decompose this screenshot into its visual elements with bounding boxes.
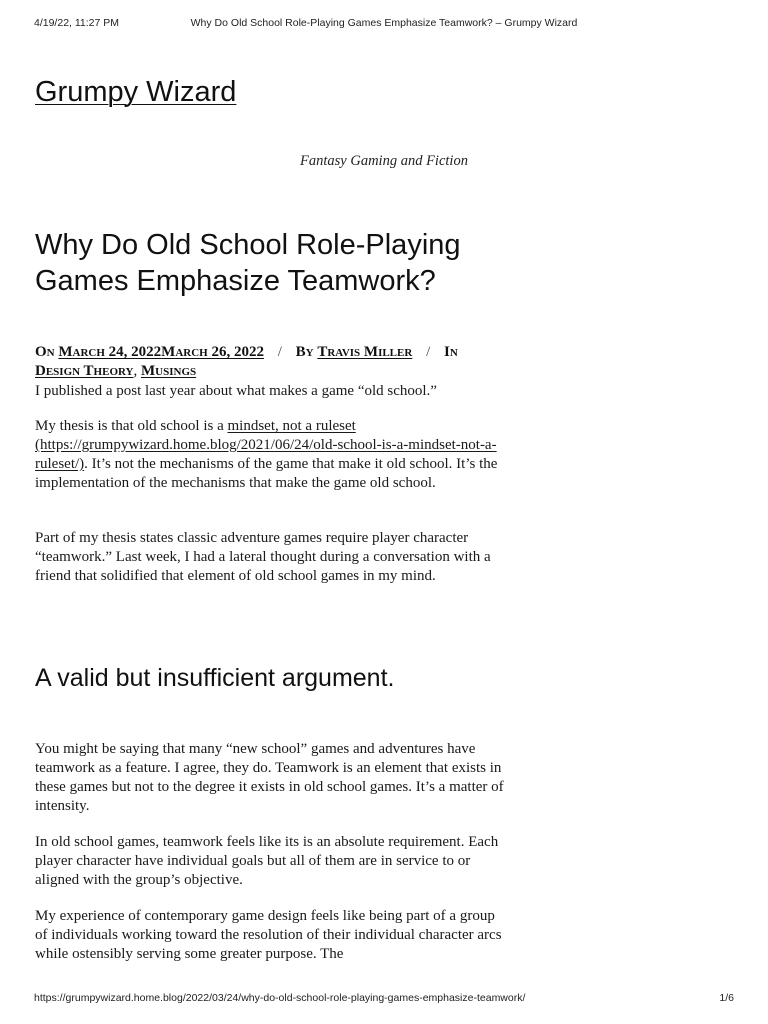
post-meta	[35, 343, 505, 381]
post-title: Why Do Old School Role-Playing Games Emphasize Teamwork?	[35, 229, 461, 297]
print-page-title: Why Do Old School Role-Playing Games Emphasize Teamwork? – Grumpy Wizard	[190, 17, 578, 29]
paragraph-text-start: My thesis is that old school is a	[35, 418, 228, 434]
by-label: By	[295, 344, 314, 360]
print-url: https://grumpywizard.home.blog/2022/03/24/why-do-old-school-role-playing-games-emphasize-teamwork/	[34, 992, 526, 1004]
paragraph-text-end: . It’s not the mechanisms of the game that make it old school. It’s the implementation of the mechanisms that make the game old school.	[35, 456, 498, 491]
paragraph-text: You might be saying that many “new school” games and adventures have teamwork as a feature. I agree, they do. Teamwork is an element that exists in these games but not to the degree it exists in old school games. It’s a matter of intensity.	[35, 741, 504, 814]
paragraph-5	[35, 833, 510, 890]
link-text: mindset, not a ruleset	[227, 418, 356, 434]
date-published: March 24, 2022	[58, 344, 162, 360]
paragraph-text: My experience of contemporary game design feels like being part of a group of individuals working toward the resolution of their individual character arcs while ostensibly serving some greater purpose. The	[35, 908, 502, 962]
print-header	[34, 17, 734, 31]
print-datetime: 4/19/22, 11:27 PM	[34, 17, 120, 29]
print-page-number: 1/6	[719, 992, 734, 1004]
meta-separator: /	[277, 344, 282, 360]
paragraph-2	[35, 417, 510, 493]
on-label: On	[35, 344, 55, 360]
site-title-link[interactable]: Grumpy Wizard	[35, 76, 237, 108]
category-link-musings[interactable]: Musings	[141, 363, 197, 379]
print-footer	[34, 992, 734, 1006]
section-heading: A valid but insufficient argument.	[35, 664, 395, 692]
meta-separator: /	[426, 344, 431, 360]
paragraph-1	[35, 382, 510, 401]
category-link-design-theory[interactable]: Design Theory	[35, 363, 134, 379]
category-comma: ,	[133, 363, 138, 379]
link-url: (https://grumpywizard.home.blog/2021/06/24/old-school-is-a-mindset-not-a-ruleset/)	[35, 437, 497, 472]
paragraph-text: In old school games, teamwork feels like its is an absolute requirement. Each player character have individual goals but all of them are in service to or aligned with the group’s objective.	[35, 834, 499, 888]
paragraph-4	[35, 740, 510, 816]
site-tagline: Fantasy Gaming and Fiction	[300, 153, 468, 169]
author-link[interactable]: Travis Miller	[317, 344, 413, 360]
post-date-link[interactable]	[58, 344, 264, 360]
in-label: In	[443, 344, 458, 360]
paragraph-3	[35, 529, 510, 586]
paragraph-text: I published a post last year about what makes a game “old school.”	[35, 383, 437, 399]
paragraph-text: Part of my thesis states classic adventure games require player character “teamwork.” Last week, I had a lateral thought during a conversation with a friend that solidified that element of old school games in my mind.	[35, 530, 491, 584]
paragraph-text	[35, 417, 510, 493]
paragraph-6	[35, 907, 510, 964]
date-updated: March 26, 2022	[161, 344, 264, 360]
